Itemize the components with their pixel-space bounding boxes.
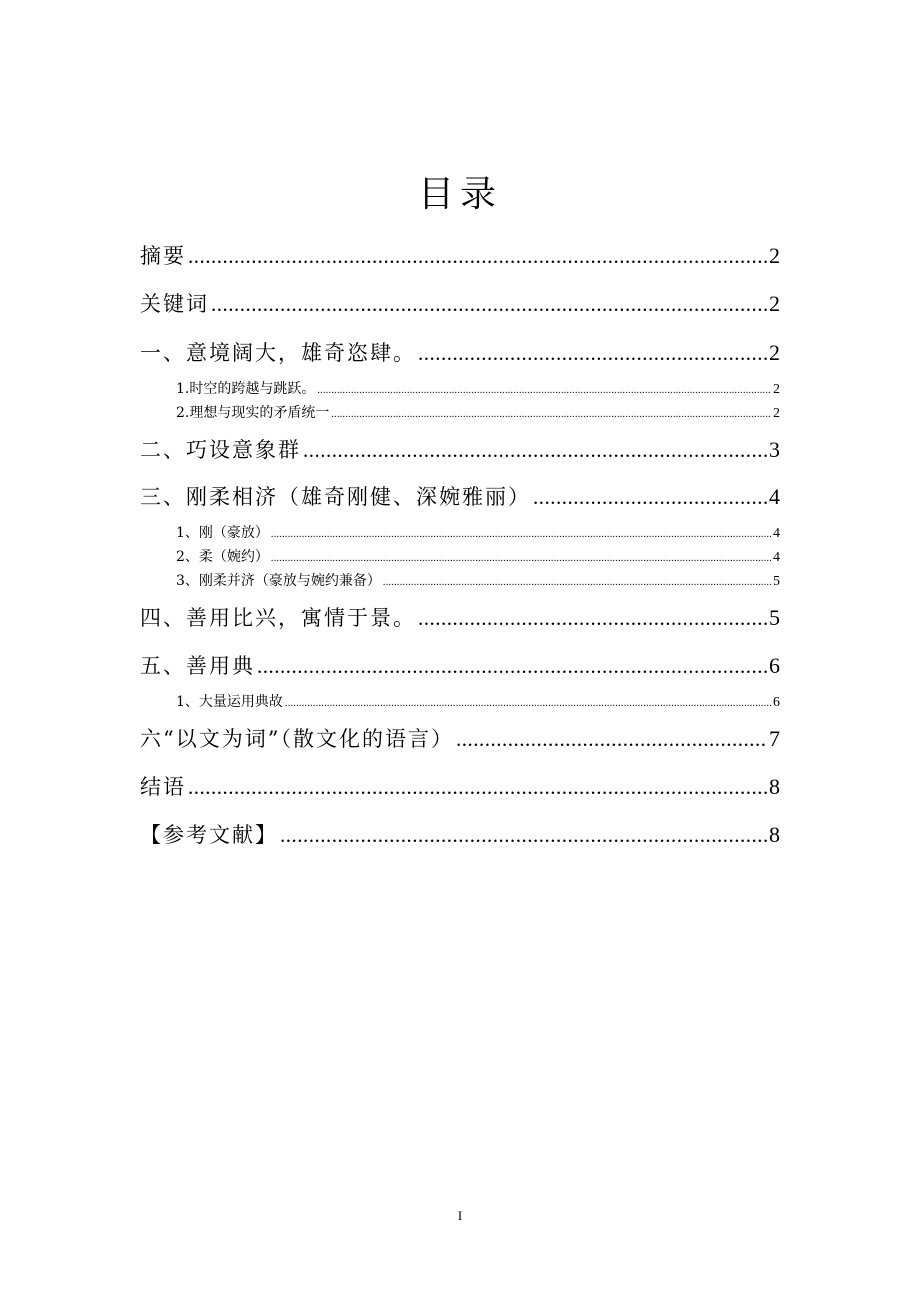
toc-subentry[interactable]: [176, 547, 780, 569]
toc-entry[interactable]: [140, 724, 780, 754]
toc-entry-label: 二、巧设意象群: [140, 438, 301, 462]
dot-leader: [303, 435, 767, 465]
toc-entry-page: 5: [773, 574, 780, 589]
toc-entry-page: 6: [769, 653, 780, 678]
toc-entry-label: 六“以文为词”（散文化的语言）: [140, 727, 454, 751]
dot-leader: [383, 573, 771, 593]
toc-entry-page: 7: [769, 726, 780, 751]
toc-entry[interactable]: [140, 435, 780, 465]
toc-entry-label: 1、大量运用典故: [176, 694, 283, 710]
toc-entry-page: 2: [769, 243, 780, 268]
dot-leader: [271, 549, 771, 569]
toc-entry-page: 2: [773, 406, 780, 421]
toc-entry-page: 6: [773, 695, 780, 710]
dot-leader: [188, 772, 767, 802]
toc-entry[interactable]: [140, 289, 780, 319]
toc-entry-page: 8: [769, 774, 780, 799]
toc-entry-label: 【参考文献】: [140, 823, 278, 847]
toc-entry-label: 一、意境阔大，雄奇恣肆。: [140, 341, 416, 365]
toc-entry-label: 结语: [140, 775, 186, 799]
dot-leader: [418, 338, 767, 368]
toc-entry-page: 4: [773, 550, 780, 565]
toc-entry-page: 2: [769, 340, 780, 365]
toc-subentry[interactable]: [176, 571, 780, 593]
toc-entry-label: 2.理想与现实的矛盾统一: [176, 405, 330, 421]
toc-entry-page: 3: [769, 437, 780, 462]
dot-leader: [285, 694, 771, 714]
toc-subentry[interactable]: [176, 692, 780, 714]
toc-entry-page: 4: [773, 526, 780, 541]
toc-subentry[interactable]: [176, 403, 780, 425]
toc-entry[interactable]: [140, 338, 780, 368]
toc-entry-label: 摘要: [140, 244, 186, 268]
toc-entry-page: 5: [769, 605, 780, 630]
toc-entry-label: 2、柔（婉约）: [176, 549, 269, 565]
toc-entry[interactable]: [140, 482, 780, 512]
dot-leader: [317, 381, 771, 401]
toc-entry-page: 8: [769, 822, 780, 847]
toc-entry-label: 五、善用典: [140, 654, 255, 678]
toc-subentry[interactable]: [176, 523, 780, 545]
dot-leader: [533, 482, 767, 512]
toc-entry-page: 2: [769, 291, 780, 316]
toc-entry[interactable]: [140, 772, 780, 802]
toc-entry-label: 1、刚（豪放）: [176, 525, 269, 541]
toc-entry[interactable]: [140, 820, 780, 850]
toc-entry[interactable]: [140, 651, 780, 681]
dot-leader: [211, 289, 767, 319]
toc-title: 目录: [417, 174, 502, 215]
dot-leader: [271, 525, 771, 545]
dot-leader: [418, 603, 767, 633]
toc-subentry[interactable]: [176, 379, 780, 401]
toc-entry-label: 3、刚柔并济（豪放与婉约兼备）: [176, 573, 381, 589]
toc-entry-page: 4: [769, 484, 780, 509]
toc-entry[interactable]: [140, 241, 780, 271]
dot-leader: [331, 405, 771, 425]
dot-leader: [280, 820, 767, 850]
toc-entry-label: 三、刚柔相济（雄奇刚健、深婉雅丽）: [140, 485, 531, 509]
toc-entry[interactable]: [140, 603, 780, 633]
toc-entry-page: 2: [773, 382, 780, 397]
dot-leader: [456, 724, 767, 754]
dot-leader: [257, 651, 767, 681]
toc-entry-label: 1.时空的跨越与跳跃。: [176, 381, 316, 397]
toc-entry-label: 四、善用比兴，寓情于景。: [140, 606, 416, 630]
dot-leader: [188, 241, 767, 271]
toc-entry-label: 关键词: [140, 292, 209, 316]
page-number-footer: I: [457, 1208, 463, 1223]
